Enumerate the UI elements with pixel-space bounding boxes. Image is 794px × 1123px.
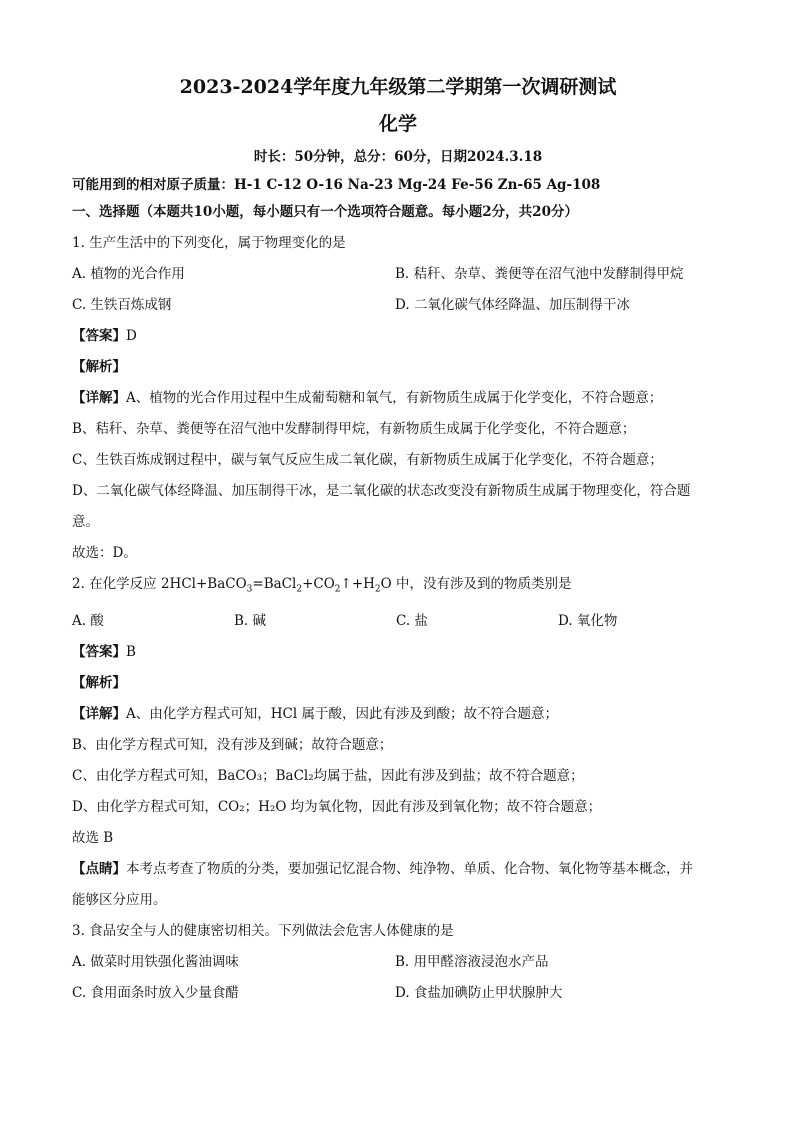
exam-meta: 时长：50分钟，总分：60分，日期2024.3.18 (253, 149, 543, 165)
detail-line: A、植物的光合作用过程中生成葡萄糖和氧气，有新物质生成属于化学变化，不符合题意； (126, 390, 663, 406)
question-2-stem (72, 574, 724, 600)
stem-part: =BaCl (252, 576, 297, 592)
question-1-analysis-tag: 【解析】 (72, 359, 126, 375)
question-2-option-b: B. 碱 (234, 612, 267, 629)
question-3-options-row-1 (72, 952, 724, 972)
question-2-comment (72, 859, 724, 879)
question-1-options-row-2 (72, 295, 724, 315)
question-2-option-a: A. 酸 (72, 612, 104, 629)
question-1-option-b: B. 秸秆、杂草、粪便等在沼气池中发酵制得甲烷 (395, 266, 684, 282)
subject-title: 化学 (378, 113, 417, 135)
question-1-detail-d: D、二氧化碳气体经降温、加压制得干冰，是二氧化碳的状态改变没有新物质生成属于物理变化，符合题 (72, 483, 691, 499)
stem-subscript: 2 (296, 584, 303, 595)
stem-part: O 中，没有涉及到的物质类别是 (380, 576, 572, 592)
question-1-option-a: A. 植物的光合作用 (72, 266, 185, 282)
answer-value: D (126, 328, 137, 344)
question-2-conclusion: 故选 B (72, 829, 114, 846)
detail-tag: 【详解】 (72, 390, 126, 406)
question-1-options-row-1 (72, 264, 724, 284)
question-2-analysis-tag: 【解析】 (72, 674, 126, 691)
question-3-option-a: A. 做菜时用铁强化酱油调味 (72, 953, 239, 970)
answer-value: B (126, 643, 136, 660)
stem-part: 2. 在化学反应 2HCl+BaCO (72, 576, 247, 592)
question-1-conclusion: 故选：D。 (72, 545, 137, 561)
question-2-option-c: C. 盐 (396, 612, 428, 629)
stem-part: +CO (302, 576, 335, 592)
comment-line: 本考点考查了物质的分类，要加强记忆混合物、纯净物、单质、化合物、氧化物等基本概念，并 (126, 860, 693, 877)
question-2-comment-cont: 能够区分应用。 (72, 891, 167, 908)
answer-tag: 【答案】 (72, 643, 126, 660)
question-3-stem: 3. 食品安全与人的健康密切相关。下列做法会危害人体健康的是 (72, 922, 454, 939)
stem-subscript: 2 (374, 584, 381, 595)
question-2-detail-c: C、由化学方程式可知，BaCO₃；BaCl₂均属于盐，因此有涉及到盐；故不符合题意； (72, 767, 584, 784)
question-2-options (72, 611, 724, 631)
answer-tag: 【答案】 (72, 328, 126, 344)
question-2-answer (72, 642, 724, 662)
detail-tag: 【详解】 (72, 705, 126, 722)
question-3-option-c: C. 食用面条时放入少量食醋 (72, 984, 239, 1001)
question-1-option-d: D. 二氧化碳气体经降温、加压制得干冰 (395, 297, 630, 313)
comment-tag: 【点睛】 (72, 860, 126, 877)
question-3-option-d: D. 食盐加碘防止甲状腺肿大 (395, 984, 563, 1001)
question-2-option-d: D. 氧化物 (558, 612, 618, 629)
question-1-answer (72, 326, 724, 346)
stem-subscript: 3 (246, 584, 253, 595)
atomic-masses: 可能用到的相对原子质量：H-1 C-12 O-16 Na-23 Mg-24 Fe-56 Zn-65 Ag-108 (72, 177, 601, 193)
question-2-detail-a (72, 704, 724, 724)
question-1-option-c: C. 生铁百炼成钢 (72, 297, 172, 313)
question-1-detail-d-cont: 意。 (72, 514, 99, 530)
question-3-option-b: B. 用甲醛溶液浸泡水产品 (395, 953, 549, 970)
stem-part: ↑+H (340, 576, 375, 592)
detail-line: A、由化学方程式可知，HCl 属于酸，因此有涉及到酸；故不符合题意； (126, 705, 558, 722)
question-1-detail-c: C、生铁百炼成钢过程中，碳与氧气反应生成二氧化碳，有新物质生成属于化学变化，不符合题意； (72, 452, 663, 468)
question-1-detail-b: B、秸秆、杂草、粪便等在沼气池中发酵制得甲烷，有新物质生成属于化学变化，不符合题意； (72, 421, 636, 437)
exam-title: 2023-2024学年度九年级第二学期第一次调研测试 (179, 76, 617, 98)
section-heading: 一、选择题（本题共10小题，每小题只有一个选项符合题意。每小题2分，共20分） (72, 204, 578, 220)
question-1-detail-a (72, 388, 724, 408)
stem-subscript: 2 (334, 584, 341, 595)
question-2-detail-d: D、由化学方程式可知，CO₂；H₂O 均为氧化物，因此有涉及到氧化物；故不符合题意； (72, 798, 602, 815)
question-1-stem: 1. 生产生活中的下列变化，属于物理变化的是 (72, 235, 346, 251)
question-3-options-row-2 (72, 983, 724, 1003)
question-2-detail-b: B、由化学方程式可知，没有涉及到碱；故符合题意； (72, 736, 393, 753)
